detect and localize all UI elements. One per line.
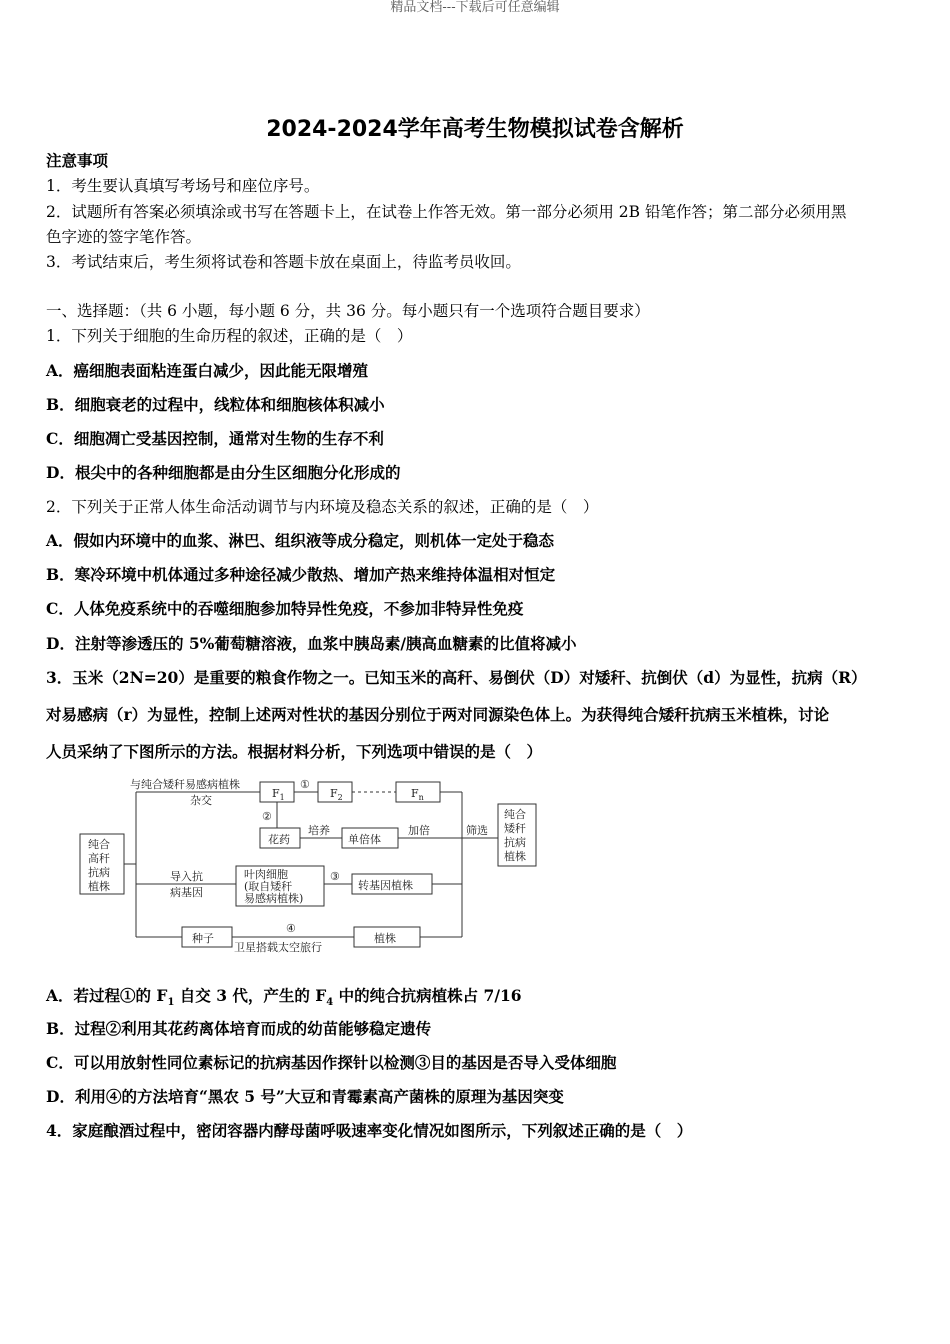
q1-option-b: B．细胞衰老的过程中，线粒体和细胞核体积减小 bbox=[46, 395, 385, 414]
diagram-screen: 筛选 bbox=[466, 824, 488, 837]
diagram-step2: ② bbox=[262, 810, 272, 823]
diagram-right-line4: 植株 bbox=[504, 850, 526, 863]
notice-item-2-cont: 色字迹的签字笔作答。 bbox=[46, 228, 202, 246]
q3-stem-line1: 3．玉米（2N=20）是重要的粮食作物之一。已知玉米的高秆、易倒伏（D）对矮秆、抗倒伏（d）为显性，抗病（R） bbox=[46, 668, 867, 687]
q3-option-b: B．过程②利用其花药离体培育而成的幼苗能够稳定遗传 bbox=[46, 1019, 432, 1038]
q1-option-d: D．根尖中的各种细胞都是由分生区细胞分化形成的 bbox=[46, 463, 401, 482]
q2-option-b: B．寒冷环境中机体通过多种途径减少散热、增加产热来维持体温相对恒定 bbox=[46, 565, 556, 584]
diagram-step1: ① bbox=[300, 778, 310, 791]
diagram-import-1: 导入抗 bbox=[170, 870, 203, 883]
notice-item-1: 1．考生要认真填写考场号和座位序号。 bbox=[46, 177, 320, 195]
q2-option-c: C．人体免疫系统中的吞噬细胞参加特异性免疫，不参加非特异性免疫 bbox=[46, 599, 524, 618]
q3-option-c: C．可以用放射性同位素标记的抗病基因作探针以检测③目的基因是否导入受体细胞 bbox=[46, 1053, 617, 1072]
diagram-left-line2: 高秆 bbox=[88, 852, 110, 865]
diagram-plant: 植株 bbox=[374, 932, 396, 945]
diagram-top-label: 与纯合矮秆易感病植株 bbox=[130, 778, 240, 791]
notice-item-2: 2．试题所有答案必须填涂或书写在答题卡上，在试卷上作答无效。第一部分必须用 2B 铅笔作答；第二部分必须用黑 bbox=[46, 203, 847, 221]
diagram-left-line1: 纯合 bbox=[88, 838, 110, 851]
q1-stem: 1．下列关于细胞的生命历程的叙述，正确的是（ ） bbox=[46, 327, 413, 345]
q3-option-d: D．利用④的方法培育“黑农 5 号”大豆和青霉素高产菌株的原理为基因突变 bbox=[46, 1087, 564, 1106]
diagram-double: 加倍 bbox=[408, 824, 430, 837]
diagram-leaf-1: 叶肉细胞 bbox=[244, 868, 288, 881]
diagram-f2: $F_2$ bbox=[330, 787, 343, 802]
diagram-seed: 种子 bbox=[192, 932, 214, 945]
diagram-left-line4: 植株 bbox=[88, 880, 110, 893]
diagram-haploid: 单倍体 bbox=[348, 833, 381, 846]
diagram-step3: ③ bbox=[330, 870, 340, 883]
diagram-leaf-2: (取自矮秆 bbox=[244, 880, 293, 893]
q4-stem: 4．家庭酿酒过程中，密闭容器内酵母菌呼吸速率变化情况如图所示，下列叙述正确的是（ ） bbox=[46, 1121, 693, 1140]
q2-option-d: D．注射等渗透压的 5%葡萄糖溶液，血浆中胰岛素/胰高血糖素的比值将减小 bbox=[46, 634, 577, 653]
diagram-f1: $F_1$ bbox=[272, 787, 285, 802]
diagram-space: 卫星搭载太空旅行 bbox=[234, 941, 322, 954]
diagram-right-line3: 抗病 bbox=[504, 836, 526, 849]
page-title: 2024-2024学年高考生物模拟试卷含解析 bbox=[266, 117, 684, 142]
q2-option-a: A．假如内环境中的血浆、淋巴、组织液等成分稳定，则机体一定处于稳态 bbox=[46, 531, 555, 550]
q1-option-c: C．细胞凋亡受基因控制，通常对生物的生存不利 bbox=[46, 429, 384, 448]
diagram-culture: 培养 bbox=[308, 824, 330, 837]
diagram-fn: $F_n$ bbox=[411, 787, 424, 802]
q3-stem-line3: 人员采纳了下图所示的方法。根据材料分析，下列选项中错误的是（ ） bbox=[46, 742, 543, 761]
section-heading: 一、选择题：（共 6 小题，每小题 6 分，共 36 分。每小题只有一个选项符合题目要求） bbox=[46, 302, 650, 320]
diagram-anther: 花药 bbox=[268, 833, 290, 846]
page-header: 精品文档---下载后可任意编辑 bbox=[390, 0, 560, 15]
diagram-transgenic: 转基因植株 bbox=[358, 879, 413, 892]
diagram-right-line2: 矮秆 bbox=[504, 822, 526, 835]
diagram-cross-label: 杂交 bbox=[190, 794, 212, 807]
diagram-step4: ④ bbox=[286, 922, 296, 935]
diagram-leaf-3: 易感病植株) bbox=[244, 892, 304, 905]
breeding-diagram bbox=[78, 772, 538, 962]
notice-heading: 注意事项 bbox=[46, 151, 109, 170]
diagram-left-line3: 抗病 bbox=[88, 866, 110, 879]
q3-stem-line2: 对易感病（r）为显性，控制上述两对性状的基因分别位于两对同源染色体上。为获得纯合矮秆抗病玉米植株，讨论 bbox=[46, 705, 830, 724]
q1-option-a: A．癌细胞表面粘连蛋白减少，因此能无限增殖 bbox=[46, 361, 369, 380]
diagram-right-line1: 纯合 bbox=[504, 808, 526, 821]
q2-stem: 2．下列关于正常人体生命活动调节与内环境及稳态关系的叙述，正确的是（ ） bbox=[46, 498, 599, 516]
notice-item-3: 3．考试结束后，考生须将试卷和答题卡放在桌面上，待监考员收回。 bbox=[46, 253, 521, 271]
q3-option-a: A．若过程①的 $F_1$ 自交 3 代，产生的 $F_4$ 中的纯合抗病植株占 7/16 bbox=[46, 986, 522, 1009]
diagram-import-2: 病基因 bbox=[170, 886, 203, 899]
